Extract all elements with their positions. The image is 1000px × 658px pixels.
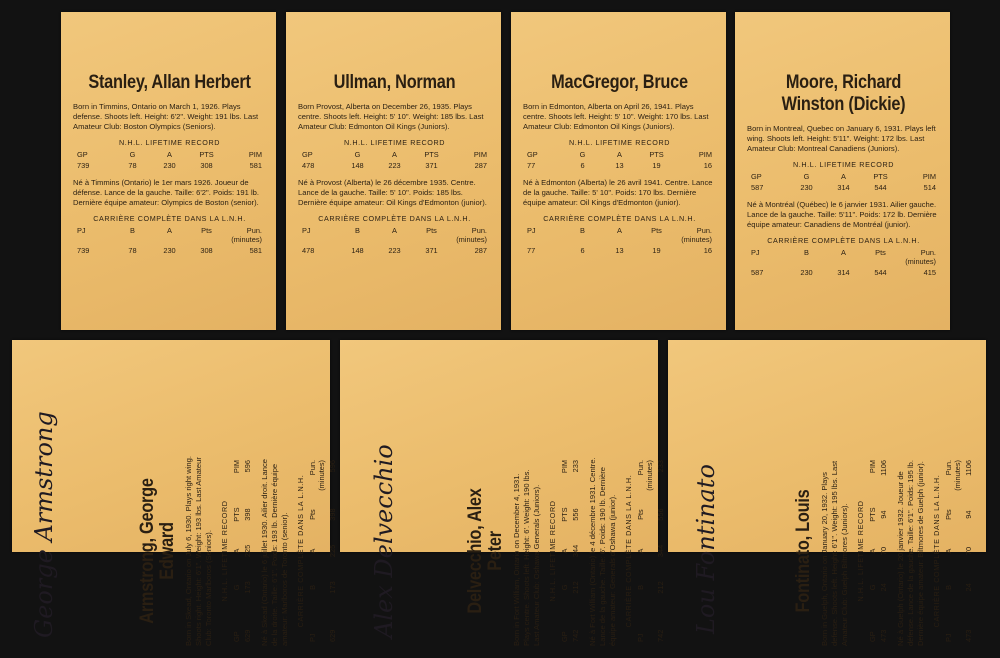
stats-headers-french: PJ B A Pts Pun. (minutes) — [527, 226, 712, 244]
bio-french: Né à Edmonton (Alberta) le 26 avril 1941. Centre. Lance de la gauche. Taille: 5' 10". Poids: 170 lbs. Dernière équipe amateur: Oil Kings d'Edmonton (junior). — [523, 178, 713, 207]
stats-values-english: 473 24 70 94 1106 — [879, 459, 888, 642]
player-name: Stanley, Allan Herbert — [88, 72, 251, 93]
stats-headers-french: PJ B A Pts Pun. (minutes) — [636, 459, 654, 642]
player-name: Ullman, Norman — [333, 72, 456, 93]
stats-values-english: 742 212 344 556 233 — [571, 459, 580, 642]
card-ullman — [286, 12, 501, 330]
record-title-french: CARRIÈRE COMPLÈTE DANS LA L.N.H. — [543, 214, 696, 223]
stats-headers-french: PJ B A Pts Pun. (minutes) — [751, 248, 936, 266]
stats-headers-french: PJ B A Pts Pun. (minutes) — [944, 459, 962, 642]
stats-values-english: 587 230 314 544 514 — [751, 183, 936, 192]
player-name: Fontinato, Louis — [793, 489, 814, 613]
player-name: Armstrong, George Edward — [137, 478, 178, 624]
stats-values-english: 77 6 13 19 16 — [527, 161, 712, 170]
player-name: Delvecchio, Alex Peter — [465, 488, 506, 614]
record-title-english: N.H.L. LIFETIME RECORD — [792, 160, 895, 169]
stats-values-french: 473 24 70 94 1106 — [964, 459, 973, 642]
stats-headers-english: GP G A PTS PIM — [560, 459, 569, 642]
record-title-english: N.H.L. LIFETIME RECORD — [548, 500, 557, 602]
card-fontinato — [668, 340, 986, 646]
bio-english: Born in Guelph, Ontario on January 20, 1932. Plays defense. Shoots left. Height: 6'1". Weight: 195 lbs. Last Amateur Club: Guelph Biltmores (Juniors). — [820, 460, 849, 646]
stats-values-french: 77 6 13 19 16 — [527, 246, 712, 255]
stats-headers-french: PJ B A Pts Pun. (minutes) — [308, 459, 326, 642]
bio-english: Born in Timmins, Ontario on March 1, 1926. Plays defense. Shoots left. Height: 6'2". Weight: 191 lbs. Last Amateur Club: Boston Olympics (Seniors). — [73, 102, 259, 131]
stats-values-french: 478 148 223 371 287 — [302, 246, 487, 255]
record-title-french: CARRIÈRE COMPLÈTE DANS LA L.N.H. — [318, 214, 471, 223]
stats-values-english: 739 78 230 308 581 — [77, 161, 262, 170]
bio-english: Born in Montreal, Quebec on January 6, 1931. Plays left wing. Shoots left. Height: 5'11". Weight: 172 lbs. Last Amateur Club: Montreal Canadiens (Juniors). — [747, 124, 936, 153]
stats-headers-english: GP G A PTS PIM — [302, 150, 487, 159]
stats-values-english: 478 148 223 371 287 — [302, 161, 487, 170]
record-title-english: N.H.L. LIFETIME RECORD — [856, 500, 865, 602]
stats-values-english: 629 173 225 398 596 — [243, 459, 252, 642]
stats-headers-english: GP G A PTS PIM — [751, 172, 936, 181]
record-title-french: CARRIÈRE COMPLÈTE DANS LA L.N.H. — [624, 474, 633, 628]
bio-french: Né à Provost (Alberta) le 26 décembre 1935. Centre. Lance de la gauche. Taille: 5' 10". Poids: 185 lbs. Dernière équipe amateur: Oil Kings d'Edmonton (junior). — [298, 178, 487, 207]
player-name: MacGregor, Bruce — [551, 72, 688, 93]
card-moore — [735, 12, 950, 330]
autograph-signature: George Armstrong — [30, 411, 58, 638]
record-title-english: N.H.L. LIFETIME RECORD — [118, 138, 221, 147]
record-title-french: CARRIÈRE COMPLÈTE DANS LA L.N.H. — [296, 474, 305, 628]
bio-french: Né à Guelph (Ontario) le 20 janvier 1932. Joueur de défense. Lance de la gauche. Taille: 6'1". Poids: 195 lb. Dernière équipe amateur: Biltmores de Guelph (junior). — [896, 460, 925, 646]
bio-french: Né à Timmins (Ontario) le 1er mars 1926. Joueur de défense. Lance de la gauche. Taille: 6'2". Poids: 191 lb. Dernière équipe amateur: Olympics de Boston (senior). — [73, 178, 259, 207]
stats-headers-english: GP G A PTS PIM — [232, 459, 241, 642]
stats-values-french: 629 173 225 398 596 — [328, 459, 337, 642]
bio-french: Né à Skead (Ontario) le 6 juillet 1930. Ailier droit. Lance de la droite. Taille: 6'1". Poids: 193 lb. Dernière équipe amateur: Marlboros de Toronto (senior). — [260, 459, 289, 646]
stats-headers-english: GP G A PTS PIM — [77, 150, 262, 159]
player-name: Moore, Richard Winston (Dickie) — [781, 72, 906, 115]
stats-values-french: 742 212 344 556 233 — [656, 459, 665, 642]
autograph-signature: Lou Fontinato — [692, 464, 720, 634]
stats-values-french: 587 230 314 544 415 — [751, 268, 936, 277]
bio-french: Né à Fort William (Ontario) le 4 décembre 1931. Centre. Lance de la gauche. Taille: 6'. Poids: 190 lb. Dernière équipe amateur: Generals d'Oshawa (junior). — [588, 457, 617, 646]
record-title-english: N.H.L. LIFETIME RECORD — [343, 138, 446, 147]
bio-english: Born in Fort William, Ontario on December 4, 1931. Plays centre. Shoots left. Height: 6'. Weight: 190 lbs. Last Amateur Club: Oshawa Generals (Juniors). — [512, 469, 541, 646]
stats-values-french: 739 78 230 308 581 — [77, 246, 262, 255]
stats-headers-french: PJ B A Pts Pun. (minutes) — [302, 226, 487, 244]
card-macgregor — [511, 12, 726, 330]
record-title-french: CARRIÈRE COMPLÈTE DANS LA L.N.H. — [93, 214, 246, 223]
card-stanley — [61, 12, 276, 330]
bio-french: Né à Montréal (Québec) le 6 janvier 1931. Ailier gauche. Lance de la gauche. Taille: 5'11". Poids: 172 lb. Dernière équipe amateur: Canadiens de Montréal (junior). — [747, 200, 937, 229]
bio-english: Born in Skead, Ontario on July 6, 1930. Plays right wing. Shoots right. Height: 6'1". Weight: 193 lbs. Last Amateur Club: Toronto Marlboros (Seniors). — [184, 456, 213, 646]
stats-headers-english: GP G A PTS PIM — [527, 150, 712, 159]
record-title-french: CARRIÈRE COMPLÈTE DANS LA L.N.H. — [767, 236, 920, 245]
stats-headers-english: GP G A PTS PIM — [868, 459, 877, 642]
card-delvecchio — [340, 340, 665, 646]
bio-english: Born Provost, Alberta on December 26, 1935. Plays centre. Shoots left. Height: 5' 10". Weight: 185 lbs. Last Amateur Club: Edmonton Oil Kings (Juniors). — [298, 102, 484, 131]
record-title-english: N.H.L. LIFETIME RECORD — [568, 138, 671, 147]
bio-english: Born in Edmonton, Alberta on April 26, 1941. Plays centre. Shoots left. Height: 5' 10". Weight: 170 lbs. Last Amateur Club: Edmonton Oil Kings (Juniors). — [523, 102, 709, 131]
record-title-english: N.H.L. LIFETIME RECORD — [220, 500, 229, 602]
record-title-french: CARRIÈRE COMPLÈTE DANS LA L.N.H. — [932, 474, 941, 628]
card-armstrong — [12, 340, 337, 646]
stats-headers-french: PJ B A Pts Pun. (minutes) — [77, 226, 262, 244]
autograph-signature: Alex Delvecchio — [370, 444, 398, 638]
